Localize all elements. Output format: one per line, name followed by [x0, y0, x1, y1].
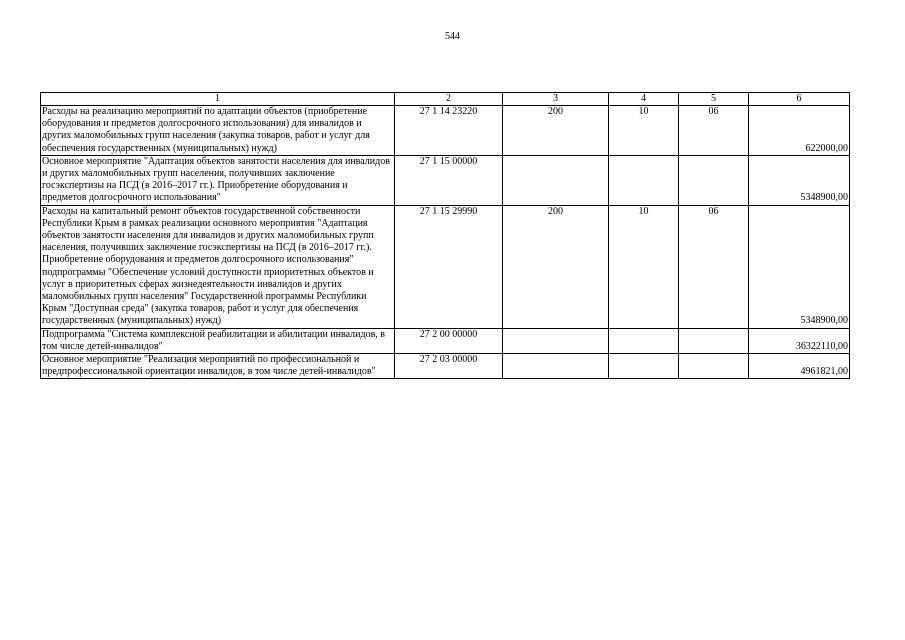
- row-amount-cell: 4961821,00: [749, 354, 850, 379]
- row-name-cell: Основное мероприятие "Адаптация объектов занятости населения для инвалидов и других маломобильных групп населения, получивших заключение госэкспертизы на ПСД (в 2016–2017 гг.). Приобретение оборудования и предметов долгосрочного использования": [41, 155, 395, 205]
- row-vr-cell: [503, 354, 609, 379]
- column-header-4: 4: [609, 93, 679, 106]
- page-number: 544: [445, 31, 460, 42]
- table-row: [41, 155, 850, 205]
- row-amount-cell: 5348900,00: [749, 155, 850, 205]
- row-rz-cell: 10: [609, 205, 679, 328]
- row-code-cell: 27 1 14 23220: [395, 106, 503, 156]
- column-header-2: 2: [395, 93, 503, 106]
- row-pr-cell: [679, 328, 749, 353]
- row-amount-cell: 622000,00: [749, 106, 850, 156]
- column-header-5: 5: [679, 93, 749, 106]
- table-row: [41, 328, 850, 353]
- row-rz-cell: [609, 155, 679, 205]
- row-pr-cell: [679, 155, 749, 205]
- row-name-cell: Расходы на капитальный ремонт объектов государственной собственности Республики Крым в рамках реализации основного мероприятия "Адаптация объектов занятости населения для инвалидов и других маломобильных групп населения, получивших заключение госэкспертизы на ПСД (в 2016–2017 гг.). Приобретение оборудования и предметов долгосрочного использования" подпрограммы "Обеспечение условий доступности приоритетных объектов и услуг в приоритетных сферах жизнедеятельности инвалидов и других маломобильных групп населения" Государственной программы Республики Крым "Доступная среда" (закупка товаров, работ и услуг для обеспечения государственных (муниципальных) нужд): [41, 205, 395, 328]
- row-code-cell: 27 2 03 00000: [395, 354, 503, 379]
- column-header-3: 3: [503, 93, 609, 106]
- budget-table: [40, 92, 850, 379]
- row-code-cell: 27 1 15 00000: [395, 155, 503, 205]
- row-vr-cell: [503, 155, 609, 205]
- column-header-1: 1: [41, 93, 395, 106]
- row-vr-cell: 200: [503, 205, 609, 328]
- row-amount-cell: 5348900,00: [749, 205, 850, 328]
- row-pr-cell: 06: [679, 106, 749, 156]
- row-rz-cell: [609, 328, 679, 353]
- row-vr-cell: [503, 328, 609, 353]
- table-row: [41, 205, 850, 328]
- row-rz-cell: 10: [609, 106, 679, 156]
- column-header-6: 6: [749, 93, 850, 106]
- row-amount-cell: 36322110,00: [749, 328, 850, 353]
- row-rz-cell: [609, 354, 679, 379]
- row-pr-cell: [679, 354, 749, 379]
- row-name-cell: Расходы на реализацию мероприятий по адаптации объектов (приобретение оборудования и предметов долгосрочного использования) для инвалидов и других маломобильных групп населения (закупка товаров, работ и услуг для обеспечения государственных (муниципальных) нужд): [41, 106, 395, 156]
- row-name-cell: Основное мероприятие "Реализация мероприятий по профессиональной и предпрофессиональной ориентации инвалидов, в том числе детей-инвалидов": [41, 354, 395, 379]
- row-vr-cell: 200: [503, 106, 609, 156]
- table-header-row: [41, 93, 850, 106]
- row-name-cell: Подпрограмма "Система комплексной реабилитации и абилитации инвалидов, в том числе детей-инвалидов": [41, 328, 395, 353]
- row-pr-cell: 06: [679, 205, 749, 328]
- row-code-cell: 27 1 15 29990: [395, 205, 503, 328]
- table-row: [41, 106, 850, 156]
- table-row: [41, 354, 850, 379]
- row-code-cell: 27 2 00 00000: [395, 328, 503, 353]
